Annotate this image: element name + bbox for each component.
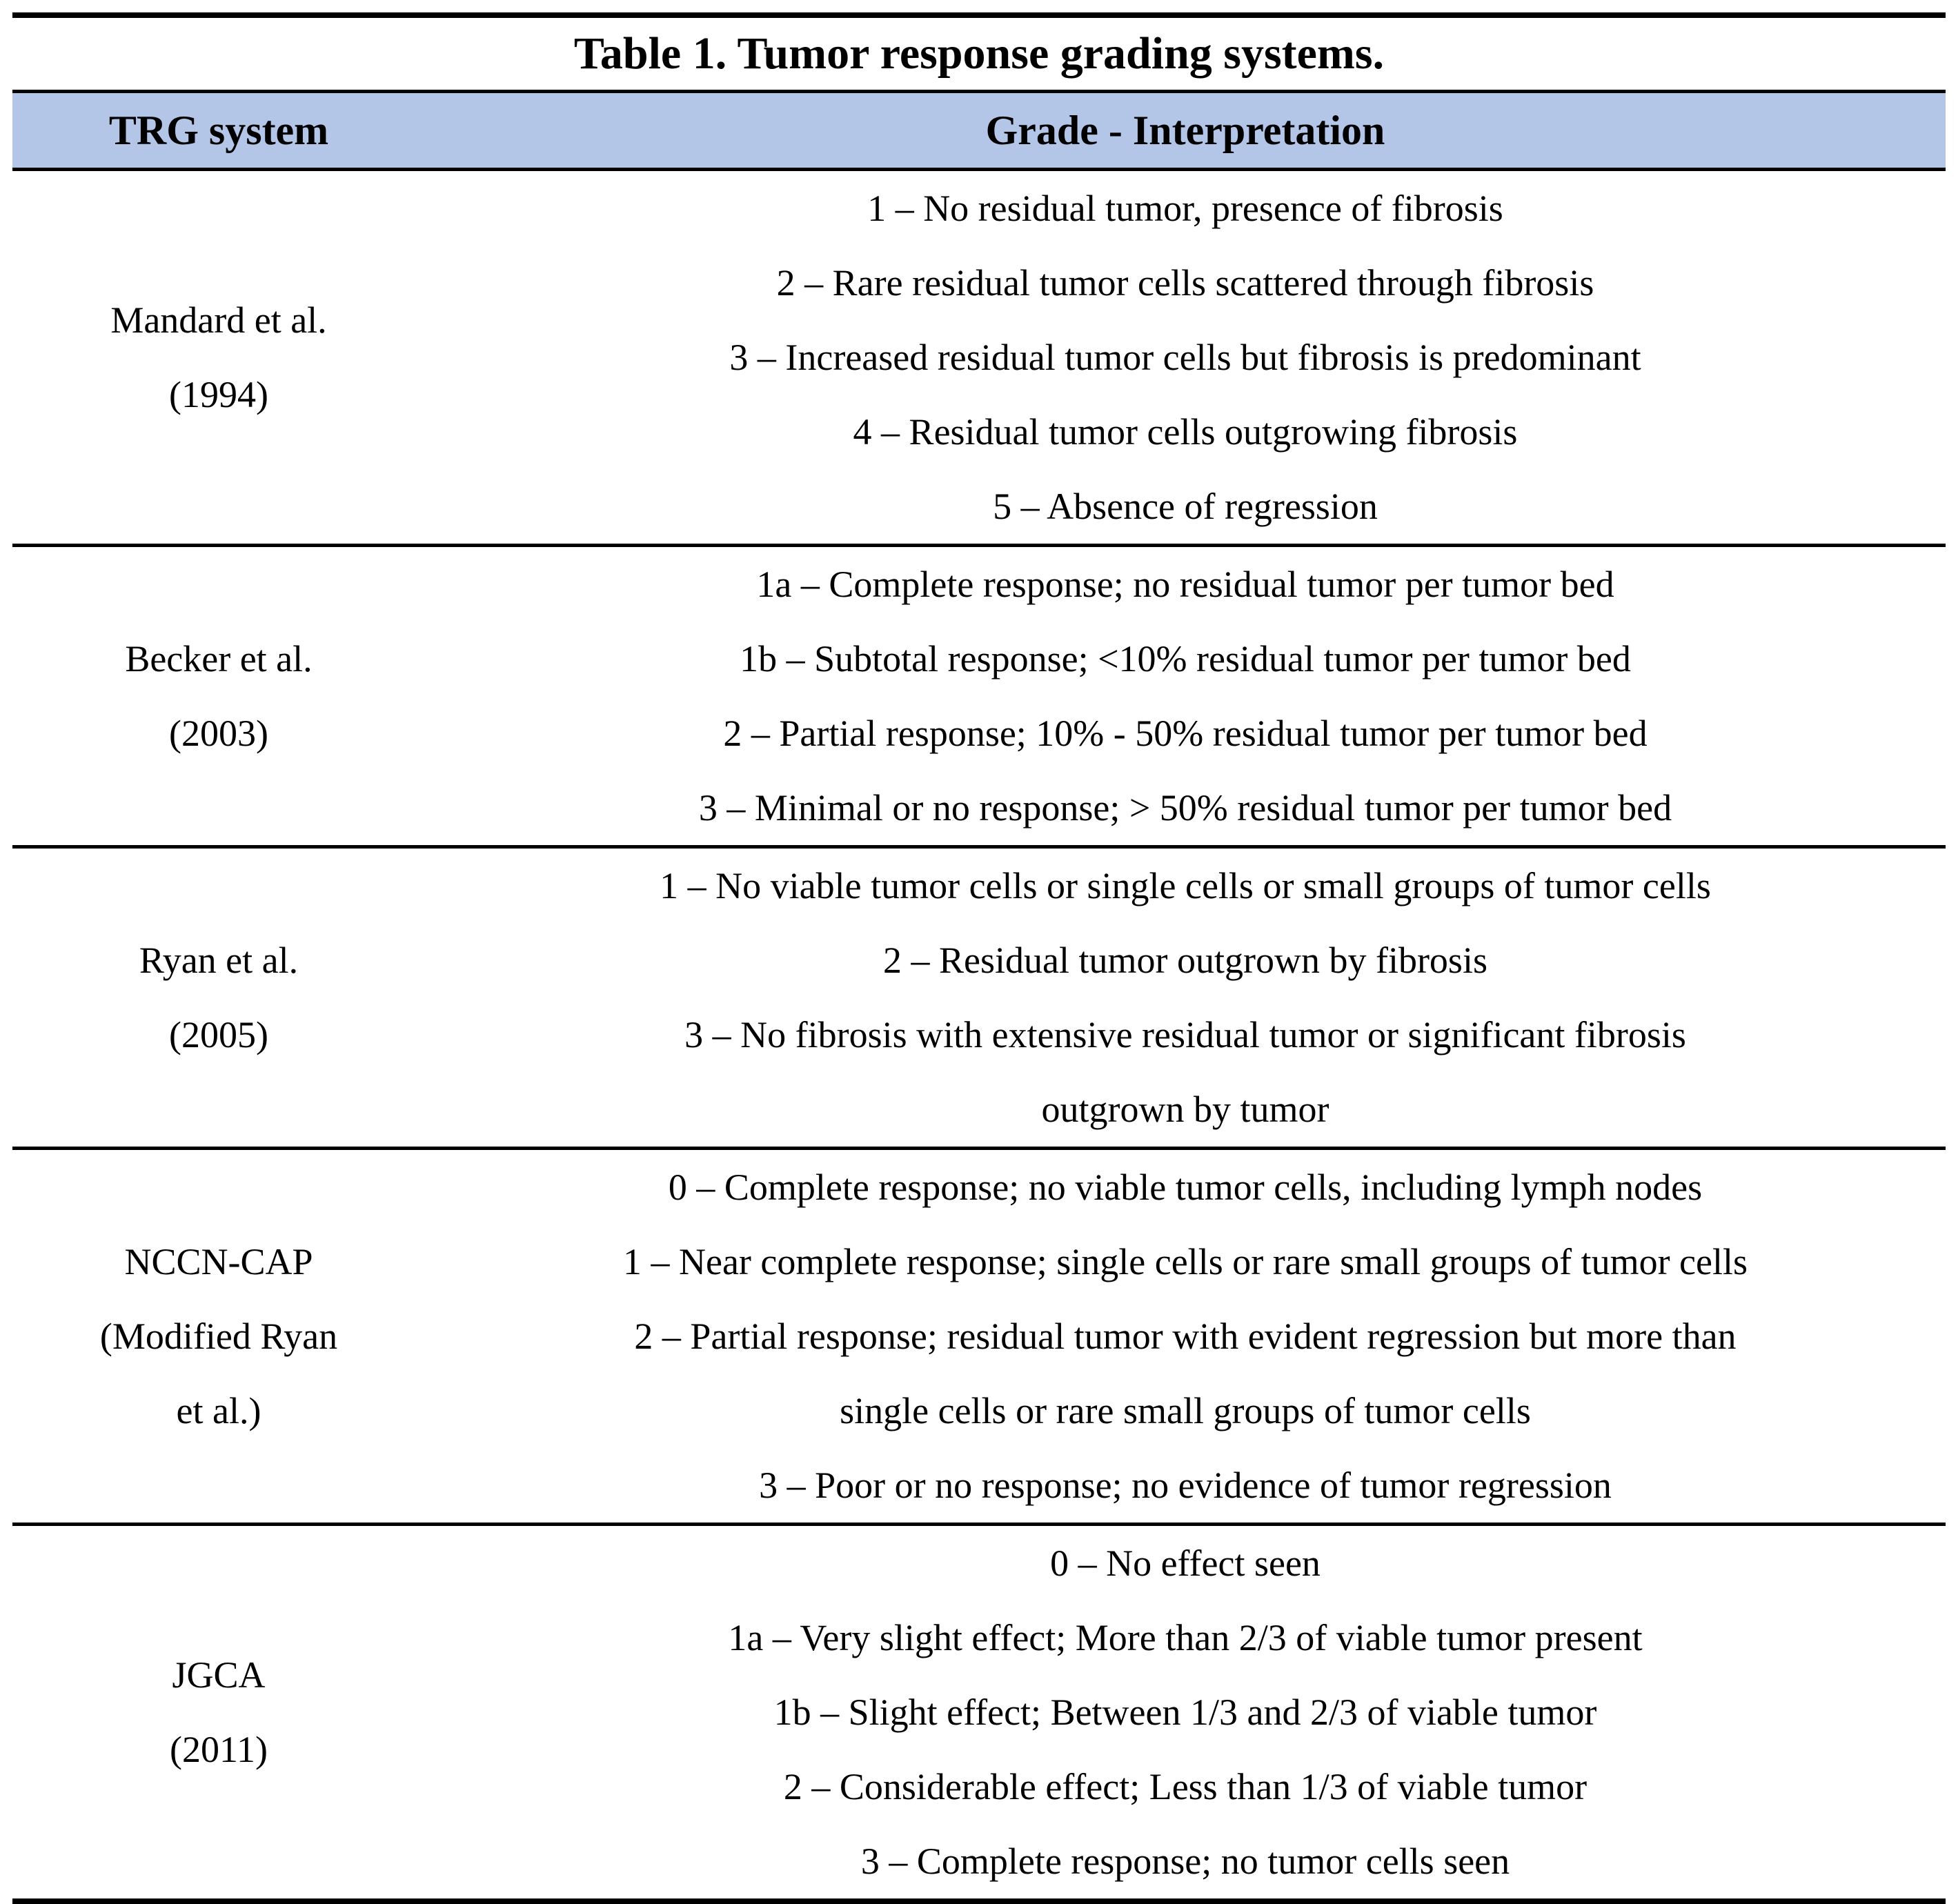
table-body: [12, 170, 1946, 1902]
grade-line: 1 – No residual tumor, presence of fibrosis: [867, 188, 1503, 229]
system-line: (2011): [170, 1729, 268, 1770]
grade-line: 1 – Near complete response; single cells or rare small groups of tumor cells: [622, 1241, 1748, 1282]
grades-cell: [425, 1149, 1946, 1525]
section-row: [12, 546, 1946, 847]
grades-cell: [425, 847, 1946, 1149]
trg-grading-table: [12, 12, 1946, 1904]
system-line: (1994): [169, 374, 268, 415]
header-row: [12, 92, 1946, 170]
grade-line: 2 – Considerable effect; Less than 1/3 of viable tumor: [783, 1766, 1588, 1807]
column-header-trg-system: TRG system: [12, 92, 425, 170]
system-line: JGCA: [172, 1654, 266, 1696]
grade-line: 3 – Increased residual tumor cells but fibrosis is predominant: [729, 337, 1641, 378]
system-line: (2005): [169, 1014, 268, 1055]
system-line: Ryan et al.: [139, 940, 299, 981]
section-row: [12, 847, 1946, 1149]
grade-line: 3 – Poor or no response; no evidence of tumor regression: [759, 1465, 1612, 1506]
grade-line: 1a – Very slight effect; More than 2/3 of viable tumor present: [728, 1617, 1643, 1658]
column-header-grade-interpretation: Grade - Interpretation: [425, 92, 1946, 170]
system-cell: [12, 1525, 425, 1902]
grades-cell: [425, 1525, 1946, 1902]
grade-line: 2 – Partial response; 10% - 50% residual tumor per tumor bed: [723, 713, 1648, 754]
system-line: et al.): [176, 1390, 261, 1431]
grade-line: 3 – Complete response; no tumor cells seen: [860, 1841, 1510, 1882]
system-line: (2003): [169, 713, 268, 754]
grade-line: 2 – Residual tumor outgrown by fibrosis: [883, 940, 1487, 981]
system-cell: [12, 170, 425, 546]
grade-line: single cells or rare small groups of tumor cells: [840, 1390, 1531, 1431]
system-cell: [12, 1149, 425, 1525]
grade-line: 4 – Residual tumor cells outgrowing fibrosis: [853, 411, 1518, 453]
grade-line: outgrown by tumor: [1041, 1089, 1329, 1130]
grade-line: 2 – Partial response; residual tumor with evident regression but more than: [634, 1316, 1737, 1357]
section-row: [12, 170, 1946, 546]
grade-line: 1b – Subtotal response; <10% residual tumor per tumor bed: [740, 638, 1631, 680]
section-row: [12, 1149, 1946, 1525]
grade-line: 1b – Slight effect; Between 1/3 and 2/3 of viable tumor: [773, 1692, 1597, 1733]
section-row: [12, 1525, 1946, 1902]
system-line: Becker et al.: [125, 638, 313, 680]
grades-cell: [425, 546, 1946, 847]
system-cell: [12, 546, 425, 847]
system-line: (Modified Ryan: [99, 1316, 338, 1357]
system-line: NCCN-CAP: [124, 1241, 313, 1282]
title-row: [12, 15, 1946, 92]
system-cell: [12, 847, 425, 1149]
grade-line: 1 – No viable tumor cells or single cells or small groups of tumor cells: [660, 865, 1711, 906]
grade-line: 3 – No fibrosis with extensive residual tumor or significant fibrosis: [684, 1014, 1686, 1055]
grades-cell: [425, 170, 1946, 546]
grade-line: 0 – No effect seen: [1050, 1543, 1321, 1584]
table-head: [12, 15, 1946, 170]
grade-line: 5 – Absence of regression: [993, 486, 1378, 527]
table-title: Table 1. Tumor response grading systems.: [12, 15, 1946, 92]
grade-line: 1a – Complete response; no residual tumor per tumor bed: [756, 564, 1614, 605]
grade-line: 0 – Complete response; no viable tumor cells, including lymph nodes: [668, 1167, 1703, 1208]
grade-line: 2 – Rare residual tumor cells scattered through fibrosis: [776, 262, 1594, 304]
grade-line: 3 – Minimal or no response; > 50% residual tumor per tumor bed: [698, 787, 1672, 829]
system-line: Mandard et al.: [110, 299, 327, 341]
